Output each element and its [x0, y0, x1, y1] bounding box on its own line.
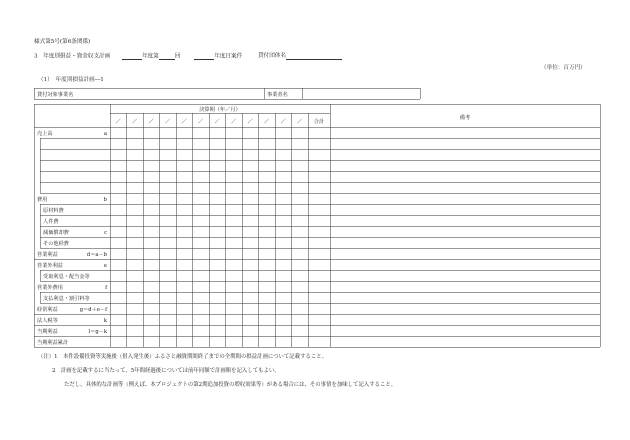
row-label: 人件費 — [43, 219, 59, 225]
row-label: 営業外費用 — [37, 285, 63, 291]
row-label: 費用 — [37, 197, 48, 203]
row-label: 売上高 — [37, 131, 53, 137]
heading-round-label: 回 — [174, 53, 181, 60]
row-label: 受取利息・配当金等 — [43, 274, 90, 280]
row-label: 減価償却費 — [43, 230, 69, 236]
unit-label: （単位：百万円） — [541, 65, 586, 71]
heading-prefix: 3 年度別損益・資金収支計画 — [34, 53, 111, 60]
period-slash: ／ — [280, 119, 286, 125]
heading-case-label: 年度目案件 — [214, 53, 243, 60]
period-slash: ／ — [214, 119, 220, 125]
period-header: 決算期（年／月） — [199, 107, 241, 113]
row-label: 営業外利益 — [37, 263, 63, 269]
row-label: 原材料費 — [43, 208, 64, 214]
period-slash: ／ — [115, 119, 121, 125]
row-code: a — [103, 131, 107, 137]
row-code: e — [103, 263, 107, 269]
row-code: d＝a－b — [86, 252, 107, 258]
period-slash: ／ — [231, 119, 237, 125]
row-code: f — [105, 285, 107, 291]
row-label: 支払利息・割引料等 — [43, 296, 90, 302]
period-slash: ／ — [165, 119, 171, 125]
period-slash: ／ — [132, 119, 138, 125]
row-label: 当期利益累計 — [37, 340, 69, 346]
total-header: 合計 — [313, 119, 325, 125]
period-slash: ／ — [247, 119, 253, 125]
note-1: （注）1 本件設備投資等実施後（借入発生後）ふるさと融資期間終了までの全期間の損益計画について記載すること。 — [38, 354, 328, 360]
row-label: 営業利益 — [37, 252, 58, 258]
lender-label: 貸付団体名 — [258, 53, 286, 60]
period-slash: ／ — [264, 119, 270, 125]
row-code: k — [103, 318, 107, 324]
row-code: l＝g－k — [88, 329, 107, 335]
period-slash: ／ — [181, 119, 187, 125]
period-slash: ／ — [148, 119, 154, 125]
operator-name-label: 事業者名 — [267, 92, 288, 98]
remarks-header: 備考 — [459, 115, 471, 121]
row-label: その他経費 — [43, 241, 69, 247]
row-label: 経常利益 — [37, 307, 58, 313]
row-label: 当期利益 — [37, 329, 58, 335]
row-label: 法人税等 — [37, 318, 58, 324]
period-slash: ／ — [198, 119, 204, 125]
note-3: ただし、具体的な計画等（例えば、本プロジェクトの第2期追加投資の増収効果等）がある場合には、その事情を加味して記入すること。 — [64, 382, 397, 388]
section-title: （1） 年度別損益計画―1 — [38, 77, 104, 83]
heading-year-label: 年度第 — [142, 53, 159, 60]
project-name-label: 貸付対象事業名 — [37, 92, 74, 98]
row-code: b — [103, 197, 107, 203]
row-code: g＝d＋e－f — [79, 307, 107, 313]
note-2: 2 計画を記載するに当たって、5年間経過後については前年同額で計画額を記入してもよい。 — [52, 368, 280, 374]
period-slash: ／ — [297, 119, 303, 125]
form-reference: 様式第5号(第6条関係) — [34, 39, 91, 45]
row-code: c — [104, 230, 107, 236]
